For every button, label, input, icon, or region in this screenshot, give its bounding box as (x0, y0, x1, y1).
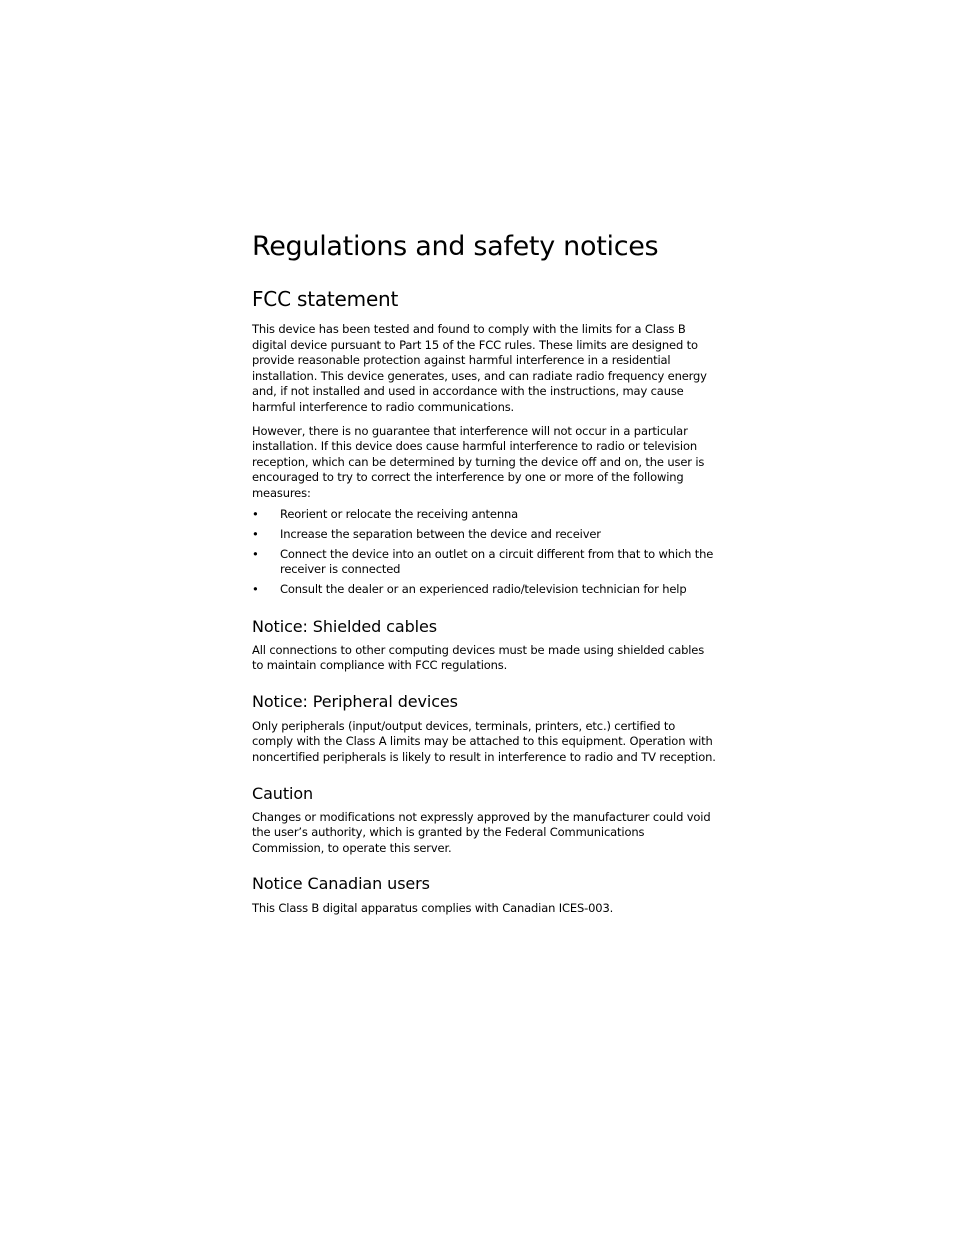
shielded-cables-heading: Notice: Shielded cables (252, 616, 437, 636)
caution-text: Changes or modifications not expressly approved by the manufacturer could void the user’s authority, which is granted by the Federal Communications Commission, to operate this server. (252, 809, 711, 855)
page-title: Regulations and safety notices (252, 231, 659, 262)
list-item (252, 582, 718, 598)
document-body (252, 230, 718, 917)
caution-heading: Caution (252, 783, 314, 803)
canadian-users-heading: Notice Canadian users (252, 874, 430, 894)
fcc-measures-list (252, 507, 718, 598)
list-item-text: Consult the dealer or an experienced radio/television technician for help (280, 582, 687, 597)
bullet-icon: • (252, 582, 259, 597)
list-item-text: Reorient or relocate the receiving antenna (280, 506, 519, 521)
list-item (252, 527, 718, 543)
fcc-heading: FCC statement (252, 287, 399, 311)
fcc-paragraph-1: This device has been tested and found to comply with the limits for a Class B digital device pursuant to Part 15 of the FCC rules. These limits are designed to provide reasonable protection against harmful interference in a residential installation. This device generates, uses, and can radiate radio frequency energy and, if not installed and used in accordance with the instructions, may cause harmful interference to radio communications. (252, 322, 707, 414)
bullet-icon: • (252, 506, 259, 521)
canadian-users-text: This Class B digital apparatus complies with Canadian ICES-003. (252, 901, 614, 916)
list-item-text: Connect the device into an outlet on a circuit different from that to which the receiver is connected (280, 546, 714, 577)
fcc-paragraph-2: However, there is no guarantee that interference will not occur in a particular installation. If this device does cause harmful interference to radio or television reception, which can be determined by turning the device off and on, the user is encouraged to try to correct the interference by one or more of the following measures: (252, 423, 705, 500)
bullet-icon: • (252, 546, 259, 561)
list-item-text: Increase the separation between the device and receiver (280, 526, 601, 541)
list-item (252, 547, 718, 578)
list-item (252, 507, 718, 523)
peripheral-devices-heading: Notice: Peripheral devices (252, 691, 458, 711)
peripheral-devices-text: Only peripherals (input/output devices, terminals, printers, etc.) certified to comply with the Class A limits may be attached to this equipment. Operation with noncertified peripherals is likely to result in interference to radio and TV reception. (252, 718, 716, 765)
bullet-icon: • (252, 526, 259, 541)
shielded-cables-text: All connections to other computing devices must be made using shielded cables to maintain compliance with FCC regulations. (252, 642, 705, 673)
